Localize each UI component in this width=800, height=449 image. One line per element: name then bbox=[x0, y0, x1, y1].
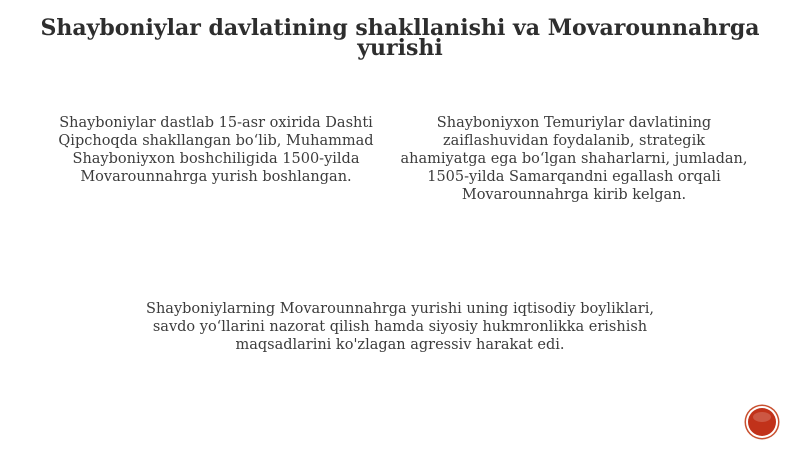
next-slide-button[interactable] bbox=[748, 408, 776, 436]
slide-title: Shayboniylar davlatining shakllanishi va Movarounnahrga yurishi bbox=[40, 15, 760, 61]
right-text-block: Shayboniyxon Temuriylar davlatining zaiflashuvidan foydalanib, strategik ahamiyatga ega bo‘lgan shaharlarni, jumladan, 1505-yilda Samarqandni egallash orqali Movarounnahrga kirib kelgan. bbox=[400, 115, 748, 203]
left-text-block: Shayboniylar dastlab 15-asr oxirida Dashti Qipchoqda shakllangan bo‘lib, Muhammad Shayboniyxon boshchiligida 1500-yilda Movarounnahrga yurish boshlangan. bbox=[58, 115, 374, 185]
bottom-text-block: Shayboniylarning Movarounnahrga yurishi uning iqtisodiy boyliklari, savdo yo‘llarini nazorat qilish hamda siyosiy hukmronlikka erishish maqsadlarini ko'zlagan agressiv harakat edi. bbox=[146, 301, 654, 353]
